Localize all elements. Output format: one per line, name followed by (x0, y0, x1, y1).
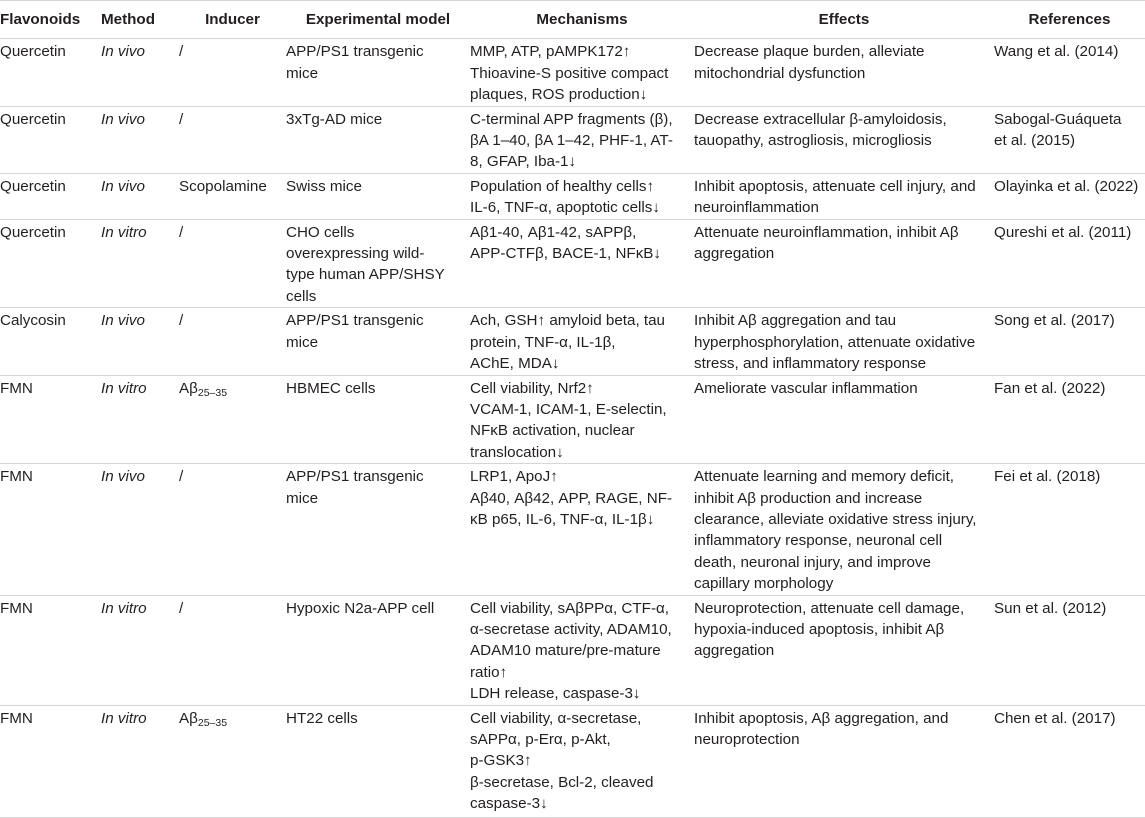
header-inducer: Inducer (179, 1, 286, 39)
cell-model: Hypoxic N2a-APP cell (286, 595, 470, 705)
cell-mechanisms: Aβ1-40, Aβ1-42, sAPPβ, APP-CTFβ, BACE-1, NFκB↓ (470, 219, 694, 308)
cell-inducer (179, 39, 286, 106)
table-row (0, 464, 1145, 595)
cell-mechanisms: LRP1, ApoJ↑ Aβ40, Aβ42, APP, RAGE, NF- κB p65, IL-6, TNF-α, IL-1β↓ (470, 464, 694, 595)
cell-flavonoid: FMN (0, 595, 101, 705)
cell-references: Chen et al. (2017) (994, 705, 1145, 817)
cell-flavonoid: FMN (0, 375, 101, 464)
inducer-text: / (179, 43, 184, 61)
table-row (0, 39, 1145, 106)
cell-inducer (179, 705, 286, 817)
inducer-text: / (179, 468, 184, 486)
cell-effects: Inhibit apoptosis, attenuate cell injury, and neuroinflammation (694, 173, 994, 219)
header-mechanisms: Mechanisms (470, 1, 694, 39)
cell-mechanisms: Cell viability, α-secretase, sAPPα, p-Erα, p-Akt, p-GSK3↑ β-secretase, Bcl-2, cleaved caspase-3↓ (470, 705, 694, 817)
cell-method: In vivo (101, 308, 179, 375)
cell-method: In vitro (101, 595, 179, 705)
cell-flavonoid: Quercetin (0, 219, 101, 308)
cell-references: Sabogal-Guáqueta et al. (2015) (994, 106, 1145, 173)
cell-inducer (179, 173, 286, 219)
cell-mechanisms: Cell viability, Nrf2↑ VCAM-1, ICAM-1, E-selectin, NFκB activation, nuclear translocation↓ (470, 375, 694, 464)
header-references: References (994, 1, 1145, 39)
cell-effects: Attenuate learning and memory deficit, inhibit Aβ production and increase clearance, alleviate oxidative stress injury, inflammatory response, neuronal cell death, neuronal injury, and improve capillary morphology (694, 464, 994, 595)
cell-flavonoid: Quercetin (0, 173, 101, 219)
cell-effects: Ameliorate vascular inflammation (694, 375, 994, 464)
cell-mechanisms: Cell viability, sAβPPα, CTF-α, α-secretase activity, ADAM10, ADAM10 mature/pre-mature ratio↑ LDH release, caspase-3↓ (470, 595, 694, 705)
cell-mechanisms: C-terminal APP fragments (β), βA 1–40, βA 1–42, PHF-1, AT- 8, GFAP, Iba-1↓ (470, 106, 694, 173)
cell-mechanisms: Population of healthy cells↑ IL-6, TNF-α, apoptotic cells↓ (470, 173, 694, 219)
cell-method: In vivo (101, 464, 179, 595)
cell-references: Qureshi et al. (2011) (994, 219, 1145, 308)
cell-inducer (179, 106, 286, 173)
cell-flavonoid: Quercetin (0, 39, 101, 106)
cell-method: In vitro (101, 219, 179, 308)
cell-model: CHO cells overexpressing wild- type human APP/SHSY cells (286, 219, 470, 308)
inducer-text: Aβ (179, 709, 198, 727)
table-row (0, 219, 1145, 308)
cell-flavonoid: Calycosin (0, 308, 101, 375)
cell-effects: Decrease extracellular β-amyloidosis, tauopathy, astrogliosis, microgliosis (694, 106, 994, 173)
cell-model: APP/PS1 transgenic mice (286, 464, 470, 595)
cell-inducer (179, 219, 286, 308)
cell-effects: Inhibit Aβ aggregation and tau hyperphosphorylation, attenuate oxidative stress, and inflammatory response (694, 308, 994, 375)
table-row (0, 173, 1145, 219)
header-experimental-model: Experimental model (286, 1, 470, 39)
cell-references: Wang et al. (2014) (994, 39, 1145, 106)
header-effects: Effects (694, 1, 994, 39)
cell-inducer (179, 308, 286, 375)
cell-references: Sun et al. (2012) (994, 595, 1145, 705)
cell-effects: Attenuate neuroinflammation, inhibit Aβ aggregation (694, 219, 994, 308)
cell-flavonoid: FMN (0, 464, 101, 595)
cell-flavonoid: Quercetin (0, 106, 101, 173)
cell-references: Olayinka et al. (2022) (994, 173, 1145, 219)
header-flavonoids: Flavonoids (0, 1, 101, 39)
table-row (0, 595, 1145, 705)
cell-method: In vitro (101, 705, 179, 817)
cell-method: In vivo (101, 39, 179, 106)
inducer-text: / (179, 223, 184, 241)
header-row (0, 1, 1145, 39)
cell-references: Song et al. (2017) (994, 308, 1145, 375)
inducer-subscript: 25–35 (197, 386, 228, 399)
table-row (0, 106, 1145, 173)
cell-method: In vitro (101, 375, 179, 464)
cell-model: Swiss mice (286, 173, 470, 219)
cell-mechanisms: Ach, GSH↑ amyloid beta, tau protein, TNF-α, IL-1β, AChE, MDA↓ (470, 308, 694, 375)
cell-references: Fei et al. (2018) (994, 464, 1145, 595)
inducer-text: Scopolamine (179, 177, 267, 195)
cell-model: 3xTg-AD mice (286, 106, 470, 173)
inducer-text: / (179, 312, 184, 330)
cell-model: APP/PS1 transgenic mice (286, 39, 470, 106)
cell-inducer (179, 464, 286, 595)
cell-method: In vivo (101, 106, 179, 173)
cell-method: In vivo (101, 173, 179, 219)
inducer-text: / (179, 110, 184, 128)
inducer-text: Aβ (179, 379, 198, 397)
cell-model: APP/PS1 transgenic mice (286, 308, 470, 375)
cell-model: HBMEC cells (286, 375, 470, 464)
cell-flavonoid: FMN (0, 705, 101, 817)
inducer-subscript: 25–35 (197, 716, 228, 729)
table-row (0, 308, 1145, 375)
cell-effects: Inhibit apoptosis, Aβ aggregation, and neuroprotection (694, 705, 994, 817)
inducer-text: / (179, 599, 184, 617)
cell-mechanisms: MMP, ATP, pAMPK172↑ Thioavine-S positive compact plaques, ROS production↓ (470, 39, 694, 106)
cell-effects: Neuroprotection, attenuate cell damage, hypoxia-induced apoptosis, inhibit Aβ aggregation (694, 595, 994, 705)
cell-references: Fan et al. (2022) (994, 375, 1145, 464)
cell-model: HT22 cells (286, 705, 470, 817)
cell-inducer (179, 595, 286, 705)
header-method: Method (101, 1, 179, 39)
cell-inducer (179, 375, 286, 464)
cell-effects: Decrease plaque burden, alleviate mitochondrial dysfunction (694, 39, 994, 106)
table-row (0, 375, 1145, 464)
table-row (0, 705, 1145, 817)
